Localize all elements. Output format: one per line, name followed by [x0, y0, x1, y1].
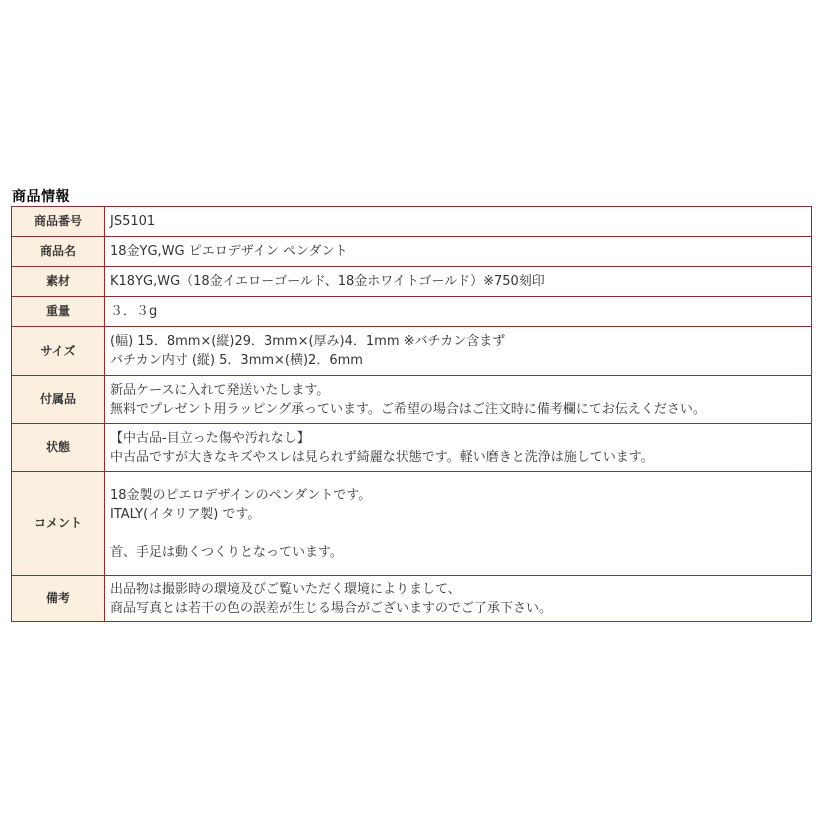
- value-line: K18YG,WG（18金イエローゴールド、18金ホワイトゴールド）※750刻印: [110, 274, 545, 289]
- row-value-material: [105, 267, 812, 297]
- value-line: 首、手足は動くつくりとなっています。: [110, 544, 343, 560]
- row-label-notes: 備考: [12, 576, 105, 622]
- row-value-size: [105, 327, 812, 376]
- row-value-comment: [105, 472, 812, 576]
- row-label-accessories: 付属品: [12, 376, 105, 424]
- table-row: [12, 472, 812, 576]
- row-label-product-number: 商品番号: [12, 207, 105, 237]
- value-line: ３．３g: [110, 304, 158, 319]
- row-label-material: 素材: [12, 267, 105, 297]
- row-value-weight: [105, 297, 812, 327]
- row-label-comment: コメント: [12, 472, 105, 576]
- row-label-size: サイズ: [12, 327, 105, 376]
- table-row: [12, 207, 812, 237]
- value-line: ITALY(イタリア製) です。: [110, 506, 261, 522]
- value-line: 無料でプレゼント用ラッピング承っています。ご希望の場合はご注文時に備考欄にてお伝えください。: [110, 401, 706, 417]
- table-row: [12, 297, 812, 327]
- value-line: 出品物は撮影時の環境及びご覧いただく環境によりまして、: [110, 581, 461, 597]
- value-line: 新品ケースに入れて発送いたします。: [110, 382, 330, 398]
- value-line: 中古品ですが大きなキズやスレは見られず綺麗な状態です。軽い磨きと洗浄は施しています。: [110, 449, 654, 465]
- value-line: 18金YG,WG ピエロデザイン ペンダント: [110, 244, 348, 259]
- value-line-blank: [110, 524, 811, 543]
- product-info-table: [11, 206, 812, 622]
- row-value-product-number: [105, 207, 812, 237]
- row-label-product-name: 商品名: [12, 237, 105, 267]
- row-value-condition: [105, 424, 812, 472]
- table-row: [12, 237, 812, 267]
- value-line: (幅) 15．8mm×(縦)29．3mm×(厚み)4．1mm ※バチカン含まず: [110, 334, 506, 349]
- value-line: バチカン内寸 (縦) 5．3mm×(横)2．6mm: [110, 353, 363, 368]
- row-value-accessories: [105, 376, 812, 424]
- table-row: [12, 576, 812, 622]
- section-title: 商品情報: [12, 189, 70, 205]
- row-label-condition: 状態: [12, 424, 105, 472]
- table-row: [12, 327, 812, 376]
- row-label-weight: 重量: [12, 297, 105, 327]
- row-value-notes: [105, 576, 812, 622]
- row-value-product-name: [105, 237, 812, 267]
- value-line: 商品写真とは若干の色の誤差が生じる場合がございますのでご了承下さい。: [110, 600, 553, 616]
- table-row: [12, 424, 812, 472]
- value-line: 【中古品-目立った傷や汚れなし】: [110, 430, 310, 446]
- table-row: [12, 376, 812, 424]
- table-row: [12, 267, 812, 297]
- value-line: 18金製のピエロデザインのペンダントです。: [110, 487, 372, 503]
- value-line: JS5101: [110, 214, 156, 229]
